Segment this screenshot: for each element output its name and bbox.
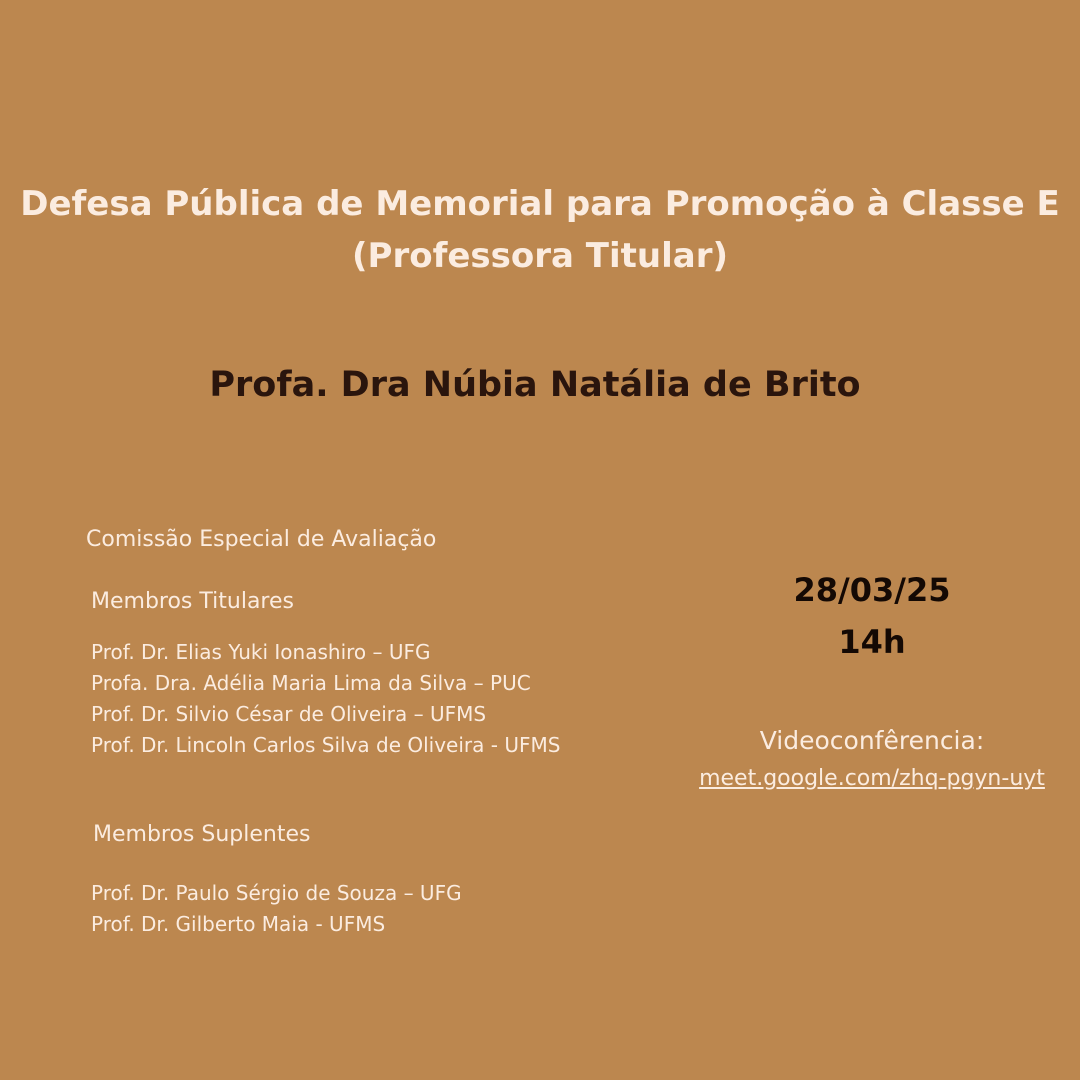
event-time: 14h	[838, 623, 906, 661]
suplente-member: Prof. Dr. Paulo Sérgio de Souza – UFG	[91, 881, 462, 905]
suplente-member: Prof. Dr. Gilberto Maia - UFMS	[91, 912, 386, 936]
titular-member: Profa. Dra. Adélia Maria Lima da Silva – PUC	[91, 671, 531, 695]
event-title-line-2: (Professora Titular)	[351, 236, 729, 276]
suplentes-heading: Membros Suplentes	[93, 822, 311, 847]
event-date: 28/03/25	[793, 571, 951, 609]
candidate-name: Profa. Dra Núbia Natália de Brito	[209, 365, 861, 405]
event-title-line-1: Defesa Pública de Memorial para Promoção à Classe E	[20, 184, 1060, 224]
committee-heading: Comissão Especial de Avaliação	[86, 527, 437, 552]
meeting-link[interactable]: meet.google.com/zhq-pgyn-uyt	[699, 766, 1045, 791]
titular-member: Prof. Dr. Lincoln Carlos Silva de Oliveira - UFMS	[91, 733, 561, 757]
videoconference-label: Videoconfêrencia:	[759, 726, 985, 755]
titular-member: Prof. Dr. Silvio César de Oliveira – UFMS	[91, 702, 487, 726]
titular-member: Prof. Dr. Elias Yuki Ionashiro – UFG	[91, 640, 431, 664]
titulares-heading: Membros Titulares	[91, 589, 294, 614]
